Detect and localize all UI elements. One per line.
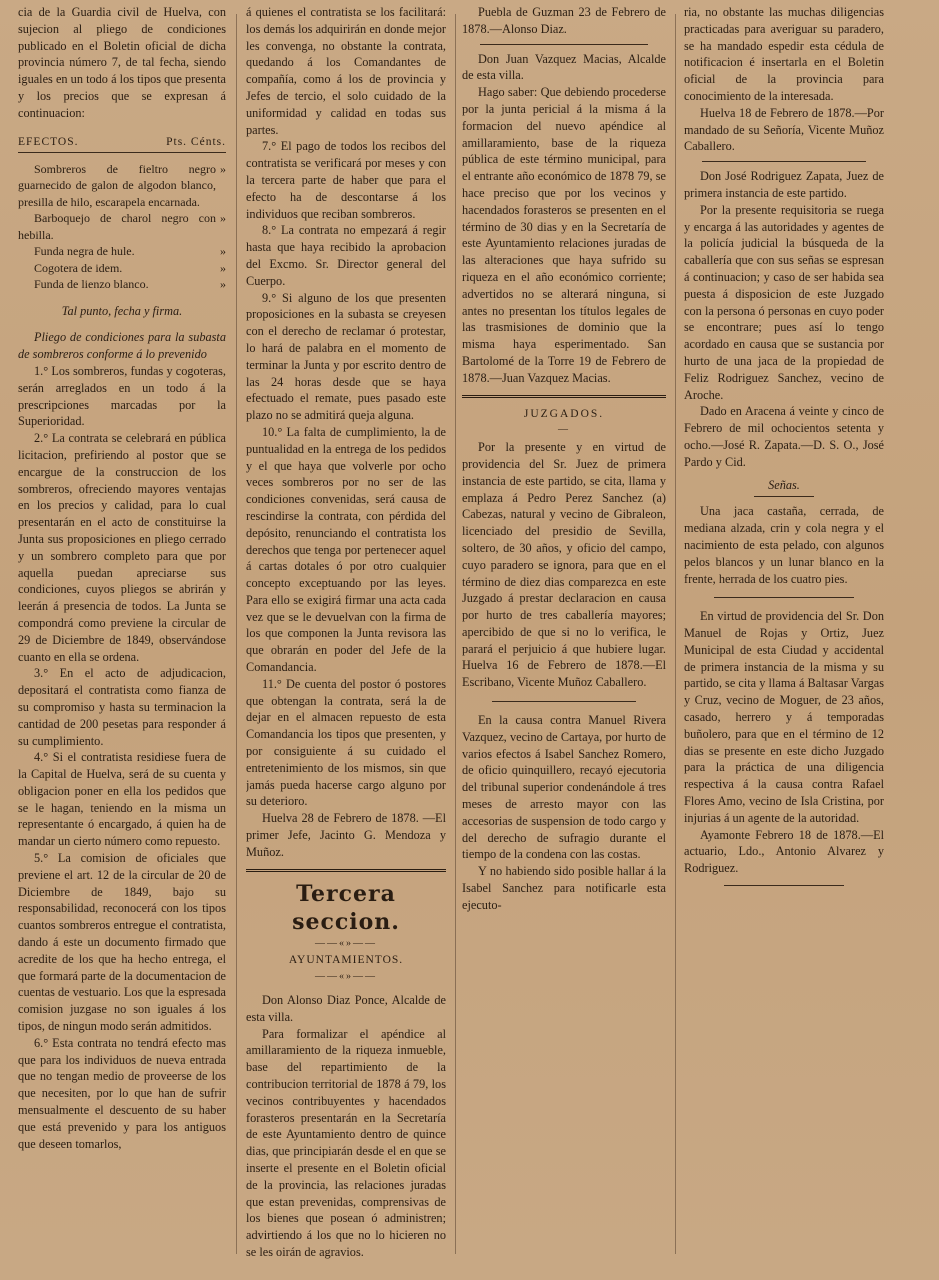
column-2 [246,4,446,1276]
court-notice: Por la presente y en virtud de providencia del Sr. Juez de primera instancia de este partido, se cita, llama y emplaza á Pedro Perez Sanchez (a) Cabezas, natural y vecino de Gibraleon, licenciado del presidio de Sevilla, soltero, de 30 años, y oficio del campo, cuyo paradero se ignora, para que en el término de diez dias comparezca en este Juzgado á prestar declaracion en causa por hurto de tres caballería mayores; apercibido de que si no lo verifica, le parará el perjuicio á que hubiere lugar. Huelva 16 de Febrero de 1878.—El Escribano, Vicente Muñoz Caballero. [462,440,666,690]
list-item [18,161,226,211]
divider [724,885,844,886]
ornament: ——«»—— [315,937,377,949]
clause: 9.° Si alguno de los que presenten proposiciones en la subasta se creyesen con el derecho de reclamar ó protestar, lo hará de palabra en el momento de terminar la Junta y por escrito dentro de las 24 horas desde que se haya efectuado el remate, pues pasado este plazo no se admitirá queja alguna. [246,290,446,423]
signoff: Tal punto, fecha y firma. [61,303,183,318]
section-heading: Tercera seccion. [292,880,400,935]
edict-body: Para formalizar el apéndice al amillaramiento de la riqueza inmueble, base del repartimiento de la contribucion territorial de 1878 á 79, los vecinos contribuyentes y hacendados forasteros presentarán en la Secretaría de este Ayuntamiento dentro de quince dias, que principiarán desde el en que se inserte el presente en el Boletin oficial de la provincia, las relaciones juradas que estan prevenidas, comprensivas de los bienes que posean ó administren; advirtiendo á los que no lo hicieren no se les oirán de agravios. [246,1026,446,1259]
column-divider [675,14,676,1254]
section-heading: JUZGADOS. [523,407,605,420]
item-mark: » [220,244,226,259]
column-3 [462,4,666,1276]
clause: 10.° La falta de cumplimiento, la de puntualidad en la entrega de los pedidos y el que haya que volverle por ocho veces sombreros por no ser de las condiciones convenidas, será causa de rescindirse la contrata, con pérdida del depósito, renunciando el contratista los derechos que tenga por pertenecer aquel á cartas dotales ó por otro cualquier concepto exceptuando por las leyes. Para ello se exigirá firmar una acta cada vez que se le devuelvan con la firma de los que componen la Junta revisora las que obrarán en poder del Jefe de la Comandancia. [246,424,446,675]
list-item [18,210,226,243]
clause: 11.° De cuenta del postor ó postores que obtengan la contrata, será la de dejar en el almacen repuesto de esta Comandancia los tipos que presenten, y por consiguiente á su cuidado el entretenimiento de los mismos, sin que jamás pueda hacerse cargo alguno por su deterioro. [246,676,446,809]
item-text: Cogotera de idem. [34,260,123,275]
clause: 2.° La contrata se celebrará en pública licitacion, prefiriendo al postor que se encargue de la construccion de los sombreros, ofreciendo mayores ventajas en los precios y calidad, para lo cual presentarán en el acto de constituirse la Junta sus proposiciones en pliego cerrado y un sombrero completo para que por aquella puedan apreciarse sus condiciones, cuyos pliegos se abrirán y leerán á presencia de todos. La Junta se compondrá como previene la circular de 29 de Diciembre de 1849, observándose cuanto en ella se ordena. [18,431,226,664]
court-notice: Y no habiendo sido posible hallar á la Isabel Sanchez para notificarle esta ejecuto- [462,864,666,912]
list-item [18,260,226,277]
date-signature: Huelva 28 de Febrero de 1878. —El primer Jefe, Jacinto G. Mendoza y Muñoz. [246,811,446,859]
date-signature: Ayamonte Febrero 18 de 1878.—El actuario, Ldo., Antonio Alvarez y Rodriguez. [684,827,884,876]
divider [754,496,814,497]
ornament: ——«»—— [315,971,377,983]
subsection-heading: AYUNTAMIENTOS. [288,954,404,967]
date-signature: Puebla de Guzman 23 de Febrero de 1878.—Alonso Diaz. [462,5,666,36]
ornament: — [558,424,570,436]
divider [480,44,648,45]
column-4 [684,4,884,1276]
column-divider [236,14,237,1254]
senas-heading: Señas. [768,477,800,492]
list-item [18,276,226,293]
clause: 4.° Si el contratista residiese fuera de la Capital de Huelva, será de su cuenta y obligacion poner en ella los pedidos que se le hagan, teniendo en la misma un representante ó encargado, á quien ha de mandar un cierto número como repuesto. [18,750,226,849]
divider [702,161,866,162]
item-mark: » [220,161,226,176]
clause: 7.° El pago de todos los recibos del contratista se verificará por meses y con la tercera parte de haber que para el efecto ha de descontarse á los individuos que reciban sombreros. [246,139,446,221]
divider [18,152,226,153]
column-divider [455,14,456,1254]
edict-body: Por la presente requisitoria se ruega y encarga á las autoridades y agentes de la policía judicial la búsqueda de la caballería que con sus señas se espresan á continuacion; y caso de ser habida sea puesta á disposicion de este Juzgado con la persona ó personas en cuyo poder se encontrare; pues así lo tengo acordado en causa que se sustancia por hurto de una jaca de la propiedad de Feliz Rodriguez Sanchez, vecino de Aroche. [684,202,884,402]
edict-body: Hago saber: Que debiendo procederse por la junta pericial á la misma á la formacion del nuevo apéndice al amillaramiento, base de la riqueza pública de este término municipal, para el entrante año económico de 1878 79, se hace preciso que por los vecinos y hacendados forasteros se presenten en el término de 30 dias y en la Secretaría de este Ayuntamiento relaciones juradas de las alteraciones que haya sufrido su riqueza en el año económico corriente; advertidos no se alterará ninguna, si antes no presentan los títulos legales de las trasmisiones de dominio que la misma haya esperimentado. San Bartolomé de la Torre 19 de Febrero de 1878.—Juan Vazquez Macias. [462,85,666,385]
item-text: Funda negra de hule. [34,244,135,259]
item-mark: » [220,211,226,226]
clause: 3.° En el acto de adjudicacion, depositará el contratista como fianza de su compromiso y hasta su terminacion la cantidad de 200 pesetas para responder á su cumplimiento. [18,666,226,748]
description-text: Una jaca castaña, cerrada, de mediana alzada, crin y cola negra y el nacimiento de esta pelado, con algunos pelos blancos y un lunar blanco en la frente, herrada de los cuatro pies. [684,504,884,586]
section-title: Pliego de condiciones para la subasta de sombreros conforme á lo prevenido [18,330,226,362]
section-divider [462,395,666,398]
announcement-text: cia de la Guardia civil de Huelva, con sujecion al pliego de condiciones publicado en el Boletin oficial de dicha provincia número 7, de tal fecha, siendo iguales en un todo á los tipos que presenta y los precios que se expresan á continuacion: [18,5,226,120]
item-mark: » [220,260,226,275]
section-divider [246,869,446,872]
table-header [18,136,226,148]
header-price: Pts. Cénts. [166,135,226,148]
divider [492,701,636,702]
continuation-text: á quienes el contratista se los facilitará: los demás los adquirirán en donde mejor les convenga, no obstante la contrata, quedando á los Comandantes de compañía, como á los de provincia y Jefes de tercio, el solo cuidado de la uniformidad y calidad en todas sus partes. [246,5,446,137]
item-mark: » [220,277,226,292]
edict-heading: Don Alonso Diaz Ponce, Alcalde de esta villa. [246,993,446,1024]
clause: 6.° Esta contrata no tendrá efecto mas que para los individuos de nueva entrada que no tengan medio de proveerse de los que necesiten, por lo que han de sufrir mensualmente el descuento de su haber que está prevenido y para los antiguos que deseen tomarlos, [18,1035,226,1151]
edict-heading: Don José Rodriguez Zapata, Juez de primera instancia de este partido. [684,169,884,200]
court-notice: En virtud de providencia del Sr. Don Manuel de Rojas y Ortiz, Juez Municipal de esta Ciudad y accidental de primera instancia de la misma y su partido, se cita y llama á Baltasar Vargas y Cruz, vecino de Moguer, de 23 años, casado, herrero y á temporadas buñolero, para que en el término de 12 dias se presente en este dicho Juzgado para la práctica de una diligencia respectiva á la causa contra Rafael Flores Amo, vecino de Isla Cristina, por injurias á un agente de la autoridad. [684,609,884,825]
item-text: Sombreros de fieltro negro guarnecido de galon de algodon blanco, presilla de hilo, escarapela encarnada. [18,161,216,209]
item-text: Funda de lienzo blanco. [34,277,149,292]
column-1 [18,4,226,1276]
edict-heading: Don Juan Vazquez Macias, Alcalde de esta villa. [462,51,666,83]
date-signature: Dado en Aracena á veinte y cinco de Febrero de mil ochocientos setenta y ocho.—José R. Zapata.—D. S. O., José Pardo y Cid. [684,404,884,469]
header-efectos: EFECTOS. [18,135,79,148]
list-item [18,243,226,260]
clause: 8.° La contrata no empezará á regir hasta que haya recibido la aprobacion del Excmo. Sr. Director general del Cuerpo. [246,223,446,288]
date-signature: Huelva 18 de Febrero de 1878.—Por mandado de su Señoría, Vicente Muñoz Caballero. [684,105,884,154]
continuation-text: ria, no obstante las muchas diligencias practicadas para averiguar su paradero, se ha mandado espedir esta cédula de notificacion é insertarla en el Boletin oficial de la provincia para conocimiento de la interesada. [684,5,884,103]
clause: 5.° La comision de oficiales que previene el art. 12 de la circular de 20 de Diciembre de 1849, bajo su responsabilidad, reconocerá con los tipos cuantos sombreros entregue el contratista, dando á este un documento firmado que acredite de los que ha hecho entrega, el que formará parte de la documentacion de cuentas de vestuario. Los que la espresada comision juzgase no son iguales á los tipos, de ningun modo serán admitidos. [18,851,226,1034]
court-notice: En la causa contra Manuel Rivera Vazquez, vecino de Cartaya, por hurto de varios efectos á Isabel Sanchez Romero, de oficio quinquillero, recayó ejecutoria del tribunal superior condenándole á tres meses de arresto mayor con las accesorias de suspension de todo cargo y del derecho de sufragio durante el tiempo de la condena con las costas. [462,713,666,862]
divider [714,597,854,598]
item-text: Barboquejo de charol negro con hebilla. [18,211,216,242]
clause: 1.° Los sombreros, fundas y cogoteras, serán arreglados en un todo á la prescripciones marcadas por la Superioridad. [18,363,226,429]
